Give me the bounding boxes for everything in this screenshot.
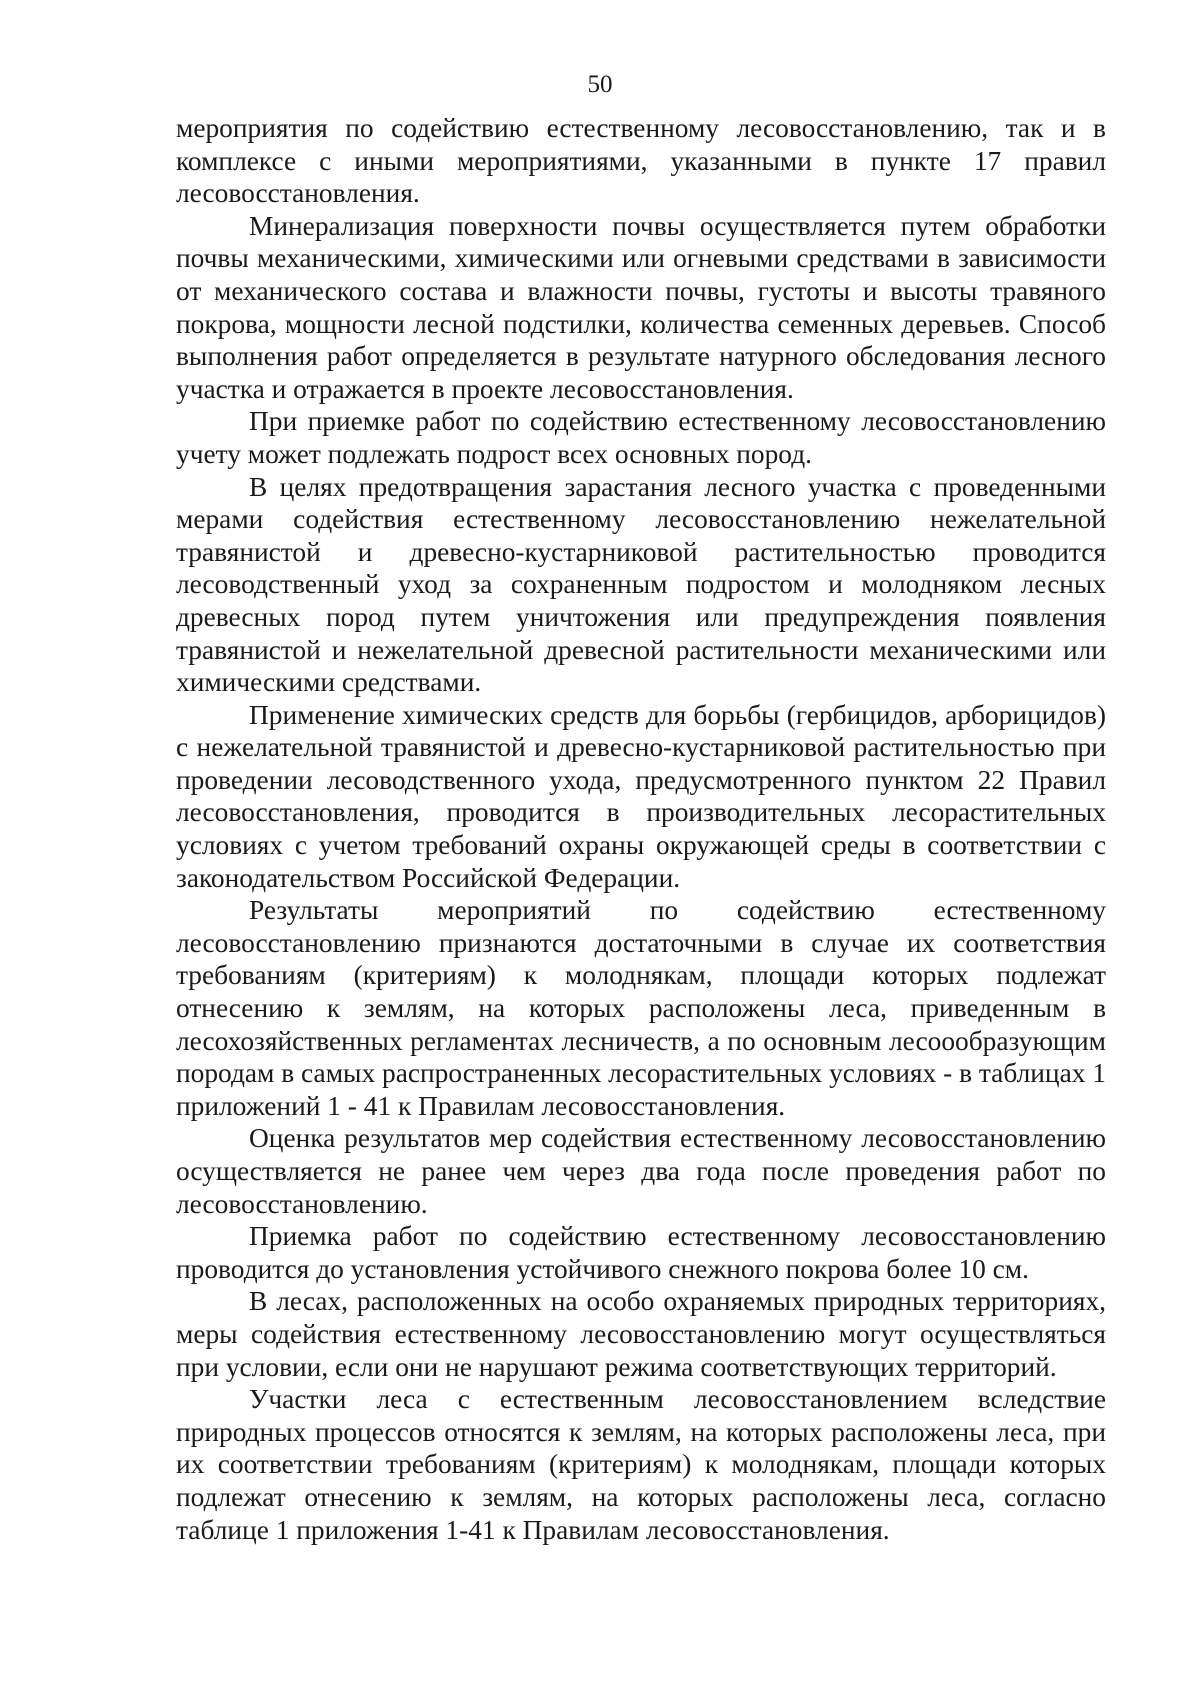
paragraph-protected-areas: В лесах, расположенных на особо охраняемых природных территориях, меры содействия естественному лесовосстановлению могут осуществляться при условии, если они не нарушают режима соответствующих территорий. [176, 1286, 1106, 1382]
paragraph-acceptance-undergrowth: При приемке работ по содействию естественному лесовосстановлению учету может подлежать подрост всех основных пород. [176, 406, 1106, 469]
paragraph-soil-mineralization: Минерализация поверхности почвы осуществляется путем обработки почвы механическими, химическими или огневыми средствами в зависимости от механического состава и влажности почвы, густоты и высоты травяного покрова, мощности лесной подстилки, количества семенных деревьев. Способ выполнения работ определяется в результате натурного обследования лесного участка и отражается в проекте лесовосстановления. [176, 210, 1106, 404]
document-body [176, 112, 1106, 1546]
paragraph-continuation: мероприятия по содействию естественному лесовосстановлению, так и в комплексе с иными мероприятиями, указанными в пункте 17 правил лесовосстановления. [176, 113, 1106, 209]
paragraph-natural-regeneration: Участки леса с естественным лесовосстановлением вследствие природных процессов относятся к землям, на которых расположены леса, при их соответствии требованиям (критериям) к молоднякам, площади которых подлежат отнесению к землям, на которых расположены леса, согласно таблице 1 приложения 1-41 к Правилам лесовосстановления. [176, 1384, 1106, 1545]
paragraph-overgrowth-prevention: В целях предотвращения зарастания лесного участка с проведенными мерами содействия естественному лесовосстановлению нежелательной травянистой и древесно-кустарниковой растительностью проводится лесоводственный уход за сохраненным подростом и молодняком лесных древесных пород путем уничтожения или предупреждения появления травянистой и нежелательной древесной растительности механическими или химическими средствами. [176, 471, 1106, 698]
paragraph-chemical-agents: Применение химических средств для борьбы (гербицидов, арборицидов) с нежелательной травянистой и древесно-кустарниковой растительностью при проведении лесоводственного ухода, предусмотренного пунктом 22 Правил лесовосстановления, проводится в производительных лесорастительных условиях с учетом требований охраны окружающей среды в соответствии с законодательством Российской Федерации. [176, 699, 1106, 893]
paragraph-results-sufficiency: Результаты мероприятий по содействию естественному лесовосстановлению признаются достаточными в случае их соответствия требованиям (критериям) к молоднякам, площади которых подлежат отнесению к землям, на которых расположены леса, приведенным в лесохозяйственных регламентах лесничеств, а по основным лесоообразующим породам в самых распространенных лесорастительных условиях - в таблицах 1 приложений 1 - 41 к Правилам лесовосстановления. [176, 895, 1106, 1121]
paragraph-work-acceptance: Приемка работ по содействию естественному лесовосстановлению проводится до установления устойчивого снежного покрова более 10 см. [176, 1221, 1106, 1284]
page-number: 50 [587, 71, 613, 98]
paragraph-results-assessment: Оценка результатов мер содействия естественному лесовосстановлению осуществляется не ранее чем через два года после проведения работ по лесовосстановлению. [176, 1123, 1106, 1219]
